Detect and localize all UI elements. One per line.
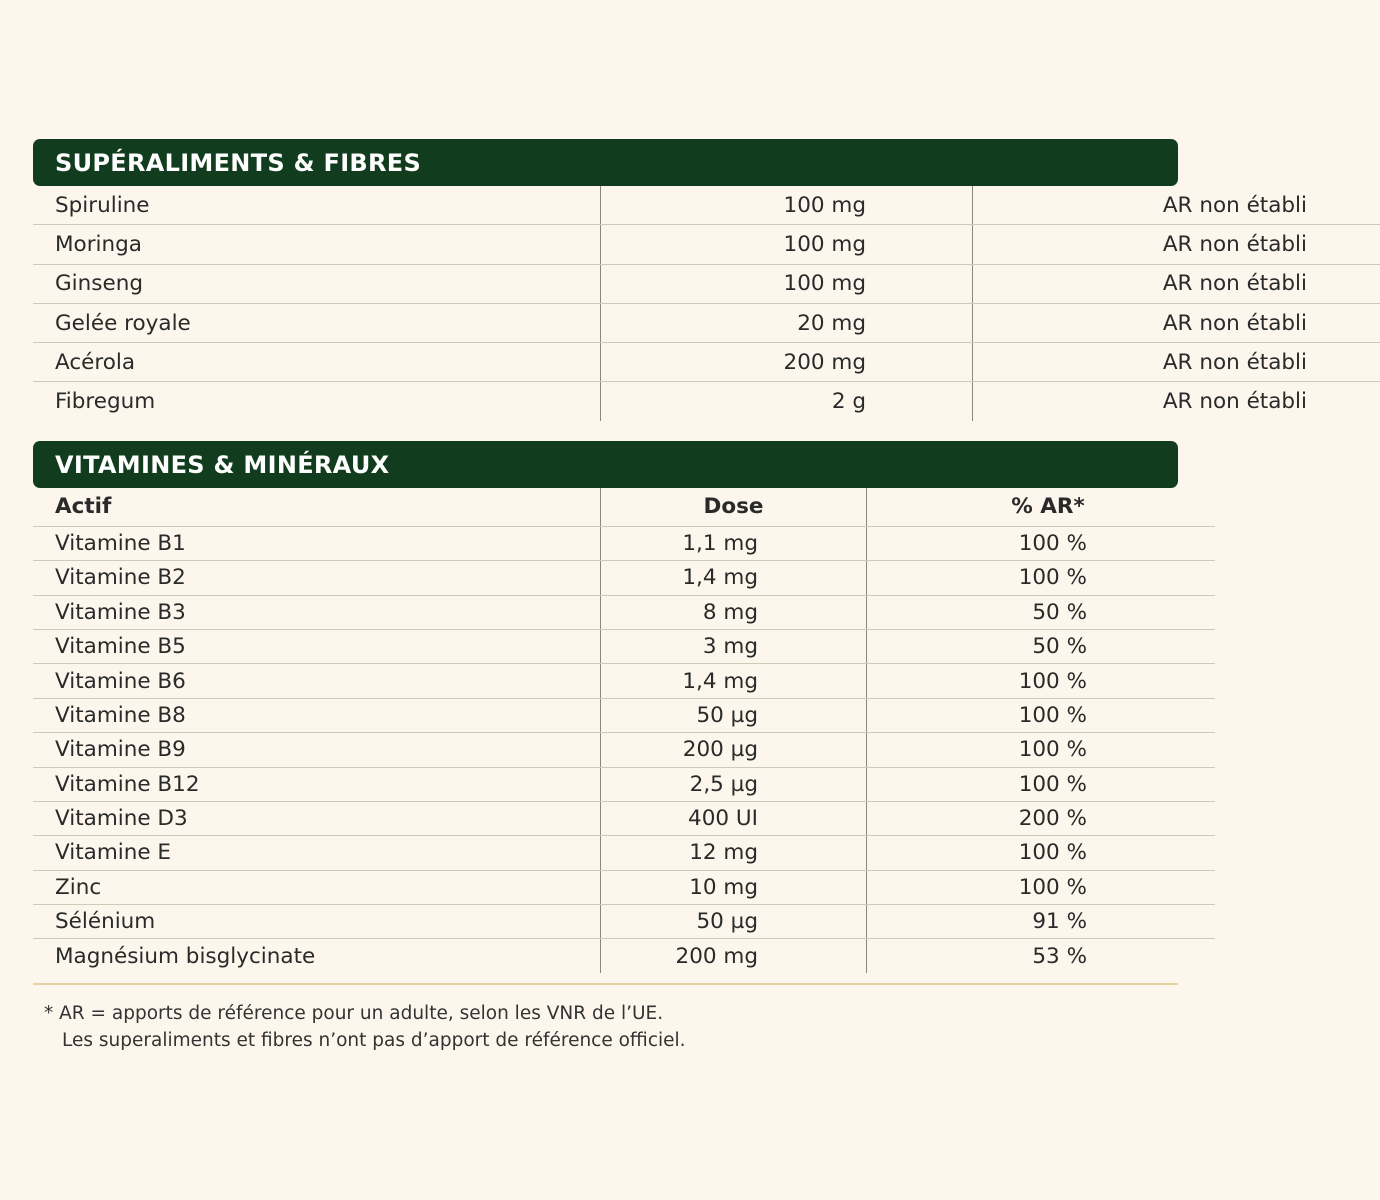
- ingredient-ar: 100 %: [867, 870, 1216, 904]
- ingredient-dose: 400 UI: [601, 801, 867, 835]
- table-row: [33, 836, 1215, 870]
- table-row: [33, 767, 1215, 801]
- ingredient-name: Spiruline: [33, 186, 601, 225]
- ingredient-ar: 200 %: [867, 801, 1216, 835]
- table-row: [33, 382, 1380, 421]
- ingredient-ar: AR non établi: [1162, 389, 1307, 415]
- table-row: [33, 664, 1215, 698]
- ingredient-ar: AR non établi: [973, 343, 1380, 382]
- ingredient-dose: 10 mg: [601, 870, 867, 904]
- table-row: [33, 905, 1215, 939]
- ingredient-name: Vitamine B5: [33, 629, 601, 663]
- header-ar: % AR*: [867, 488, 1216, 527]
- header-dose: Dose: [601, 488, 867, 527]
- ingredient-dose: 8 mg: [601, 595, 867, 629]
- table-row: [33, 526, 1215, 560]
- ingredient-ar: 100 %: [867, 664, 1216, 698]
- ingredient-dose: 200 mg: [601, 343, 973, 382]
- ingredient-name: Gelée royale: [33, 303, 601, 342]
- ingredient-name: Vitamine B1: [33, 526, 601, 560]
- ingredient-name: Vitamine B12: [33, 767, 601, 801]
- ingredient-ar: AR non établi: [973, 186, 1380, 225]
- ingredient-dose: 1,1 mg: [601, 526, 867, 560]
- ingredient-name: Vitamine B2: [33, 561, 601, 595]
- table-row: [33, 698, 1215, 732]
- ingredient-dose: 200 µg: [601, 733, 867, 767]
- ingredient-dose: 2,5 µg: [601, 767, 867, 801]
- ingredient-ar: 53 %: [1032, 943, 1087, 969]
- ingredient-ar: 100 %: [867, 836, 1216, 870]
- ingredient-name: Vitamine B3: [33, 595, 601, 629]
- ingredient-ar: AR non établi: [973, 264, 1380, 303]
- ingredient-ar: 100 %: [867, 561, 1216, 595]
- table-row: [33, 264, 1380, 303]
- ingredient-dose: 2 g: [601, 382, 973, 421]
- ingredient-dose: 50 µg: [601, 698, 867, 732]
- footer-divider: [33, 983, 1178, 985]
- ingredient-dose: 200 mg: [601, 939, 867, 973]
- superfoods-section-title: SUPÉRALIMENTS & FIBRES: [33, 139, 1178, 186]
- ingredient-dose: 1,4 mg: [601, 664, 867, 698]
- ingredient-dose: 50 µg: [601, 905, 867, 939]
- ingredient-name: Moringa: [33, 225, 601, 264]
- superfoods-table: [33, 186, 1380, 421]
- ingredient-name: Sélénium: [33, 905, 601, 939]
- header-actif: Actif: [33, 488, 601, 527]
- table-row: [33, 629, 1215, 663]
- vitamins-table: [33, 488, 1215, 973]
- ingredient-ar: 100 %: [867, 767, 1216, 801]
- nutrition-panel: [33, 139, 1307, 973]
- ingredient-name: Ginseng: [33, 264, 601, 303]
- ingredient-ar: 50 %: [867, 595, 1216, 629]
- table-row: [33, 870, 1215, 904]
- table-row: [33, 733, 1215, 767]
- table-row: [33, 303, 1380, 342]
- table-row: [33, 186, 1380, 225]
- ingredient-ar: 100 %: [867, 526, 1216, 560]
- ingredient-dose: 100 mg: [601, 225, 973, 264]
- footnote-line-1: * AR = apports de référence pour un adulte, selon les VNR de l’UE.: [44, 1003, 664, 1024]
- ingredient-ar: 91 %: [867, 905, 1216, 939]
- ingredient-name: Vitamine E: [33, 836, 601, 870]
- ingredient-ar: 100 %: [867, 733, 1216, 767]
- ingredient-name: Acérola: [33, 343, 601, 382]
- ingredient-dose: 100 mg: [601, 264, 973, 303]
- ingredient-ar: 50 %: [867, 629, 1216, 663]
- ingredient-dose: 1,4 mg: [601, 561, 867, 595]
- table-row: [33, 561, 1215, 595]
- footnote-line-2: Les superaliments et fibres n’ont pas d’apport de référence officiel.: [62, 1030, 686, 1051]
- ingredient-name: Vitamine B9: [33, 733, 601, 767]
- table-row: [33, 801, 1215, 835]
- ingredient-name: Zinc: [33, 870, 601, 904]
- footnote: [44, 1000, 686, 1054]
- ingredient-ar: AR non établi: [973, 303, 1380, 342]
- ingredient-dose: 20 mg: [601, 303, 973, 342]
- vitamins-table-header: [33, 488, 1215, 527]
- table-row: [33, 343, 1380, 382]
- table-row: [33, 939, 1215, 973]
- vitamins-section-title: VITAMINES & MINÉRAUX: [33, 441, 1178, 488]
- ingredient-ar: 100 %: [867, 698, 1216, 732]
- ingredient-dose: 12 mg: [601, 836, 867, 870]
- table-row: [33, 595, 1215, 629]
- ingredient-name: Fibregum: [33, 382, 601, 421]
- ingredient-name: Magnésium bisglycinate: [33, 939, 601, 973]
- ingredient-name: Vitamine B6: [33, 664, 601, 698]
- ingredient-name: Vitamine D3: [33, 801, 601, 835]
- ingredient-dose: 100 mg: [601, 186, 973, 225]
- ingredient-dose: 3 mg: [601, 629, 867, 663]
- ingredient-name: Vitamine B8: [33, 698, 601, 732]
- table-row: [33, 225, 1380, 264]
- ingredient-ar: AR non établi: [973, 225, 1380, 264]
